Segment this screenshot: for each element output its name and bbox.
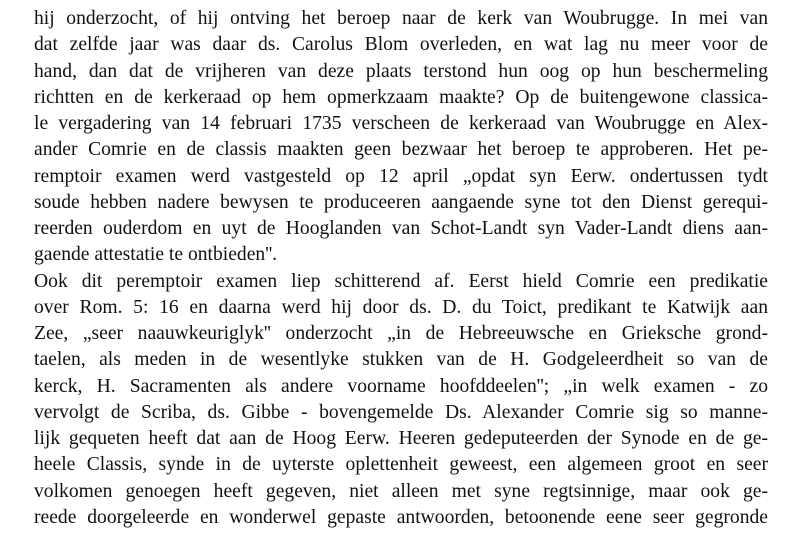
text-line: reerden ouderdom en uyt de Hooglanden van Schot-Landt syn Vader-Landt diens aan- xyxy=(34,218,768,239)
paragraph-2 xyxy=(34,269,768,532)
text-line: soude hebben nadere bewysen te produceeren aangaende syne tot den Dienst gerequi- xyxy=(34,191,768,213)
text-line: ander Comrie en de classis maakten geen bezwaar het beroep te approberen. Het pe- xyxy=(34,139,768,161)
text-line: gaende attestatie te ontbieden''. xyxy=(34,244,278,266)
text-line: hand, dan dat de vrijheren van deze plaats terstond hun oog op hun beschermeling xyxy=(34,60,768,82)
text-line: Ook dit peremptoir examen liep schitterend af. Eerst hield Comrie een predikatie xyxy=(34,270,768,292)
text-line: volkomen genoegen heeft gegeven, niet alleen met syne regtsinnige, maar ook ge- xyxy=(34,480,768,502)
text-line: Zee, „seer naauwkeuriglyk'' onderzocht „in de Hebreeuwsche en Grieksche grond- xyxy=(34,323,768,344)
text-line: le vergadering van 14 februari 1735 verscheen de kerkeraad van Woubrugge en Alex- xyxy=(34,113,768,134)
text-line: lijk gequeten heeft dat aan de Hoog Eerw. Heeren gedeputeerden der Synode en de ge- xyxy=(34,428,768,449)
text-line: reede doorgeleerde en wonderwel gepaste antwoorden, betoonende eene seer gegronde xyxy=(34,506,768,528)
text-line: kerck, H. Sacramenten als andere voorname hoofddeelen''; „in welk examen - zo xyxy=(34,375,768,397)
text-line: remptoir examen werd vastgesteld op 12 april „opdat syn Eerw. ondertussen tydt xyxy=(34,165,768,187)
text-line: heele Classis, synde in de uyterste oplettenheit geweest, een algemeen groot en seer xyxy=(34,454,768,476)
text-line: vervolgt de Scriba, ds. Gibbe - bovengemelde Ds. Alexander Comrie sig so manne- xyxy=(34,401,768,423)
paragraph-1 xyxy=(34,6,768,269)
text-line: dat zelfde jaar was daar ds. Carolus Blom overleden, en wat lag nu meer voor de xyxy=(34,34,768,56)
text-line: hij onderzocht, of hij ontving het beroep naar de kerk van Woubrugge. In mei van xyxy=(34,8,768,29)
text-line: taelen, als meden in de wesentlyke stukken van de H. Godgeleerdheit so van de xyxy=(34,349,768,371)
text-line: richtten en de kerkeraad op hem opmerkzaam maakte? Op de buitengewone classica- xyxy=(34,86,768,108)
body-text xyxy=(34,6,768,531)
text-line: over Rom. 5: 16 en daarna werd hij door ds. D. du Toict, predikant te Katwijk aan xyxy=(34,296,768,318)
